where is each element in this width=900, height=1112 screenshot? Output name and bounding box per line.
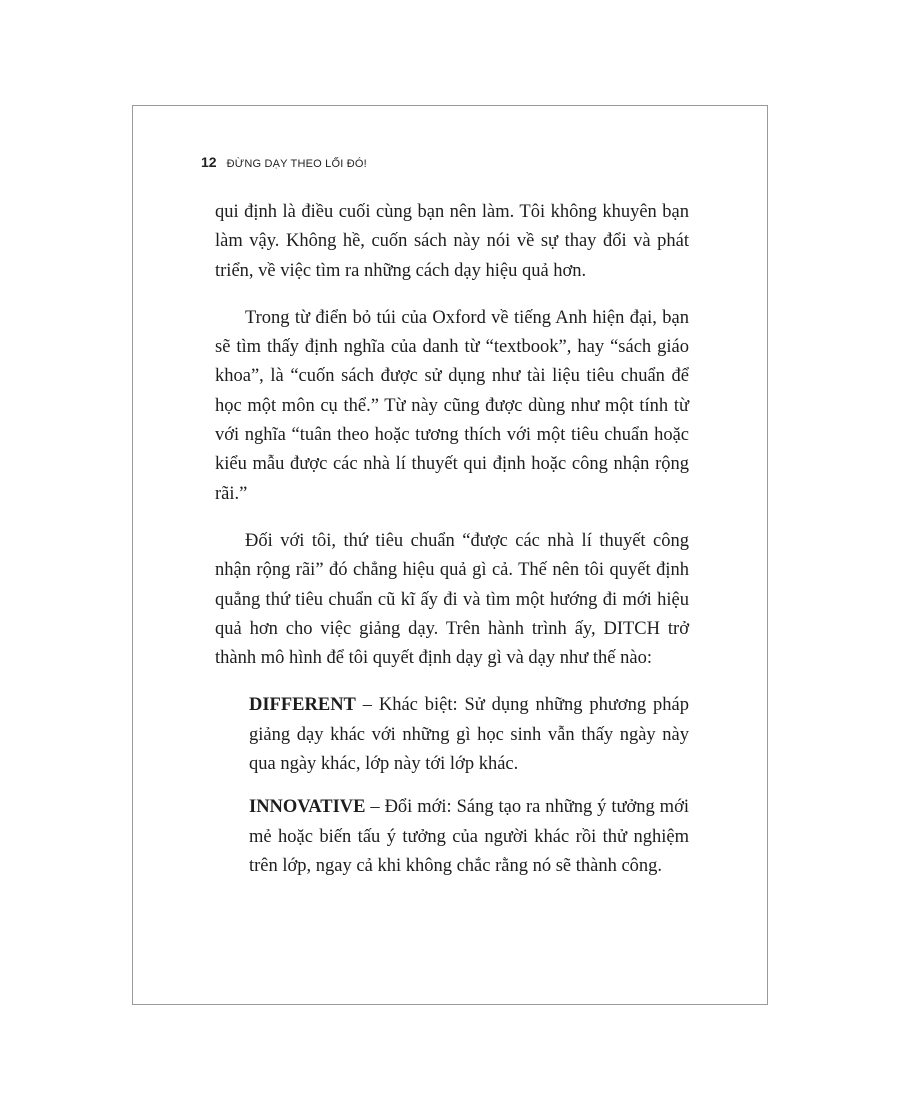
body-text xyxy=(215,198,689,895)
running-title: ĐỪNG DẠY THEO LỐI ĐÓ! xyxy=(226,158,367,170)
ditch-definition: – Khác biệt: Sử dụng những phương pháp giảng dạy khác với những gì học sinh vẫn thấy ngày này qua ngày khác, lớp này tới lớp khác. xyxy=(249,695,689,775)
paragraph: qui định là điều cuối cùng bạn nên làm. Tôi không khuyên bạn làm vậy. Không hề, cuốn sách này nói về sự thay đổi và phát triển, về việc tìm ra những cách dạy hiệu quả hơn. xyxy=(215,202,689,281)
ditch-item-innovative xyxy=(249,793,689,881)
paragraph: Trong từ điển bỏ túi của Oxford về tiếng Anh hiện đại, bạn sẽ tìm thấy định nghĩa của danh từ “textbook”, hay “sách giáo khoa”, là “cuốn sách được sử dụng như tài liệu tiêu chuẩn để học một môn cụ thể.” Từ này cũng được dùng như một tính từ với nghĩa “tuân theo hoặc tương thích với một tiêu chuẩn hoặc kiểu mẫu được các nhà lí thuyết qui định hoặc công nhận rộng rãi.” xyxy=(215,307,689,504)
ditch-definition: – Đổi mới: Sáng tạo ra những ý tưởng mới mẻ hoặc biến tấu ý tưởng của người khác rồi thử nghiệm trên lớp, ngay cả khi không chắc rằng nó sẽ thành công. xyxy=(249,797,689,876)
ditch-term: INNOVATIVE xyxy=(249,797,366,818)
ditch-term: DIFFERENT xyxy=(249,695,356,716)
paragraph: Đối với tôi, thứ tiêu chuẩn “được các nhà lí thuyết công nhận rộng rãi” đó chẳng hiệu quả gì cả. Thế nên tôi quyết định quẳng thứ tiêu chuẩn cũ kĩ ấy đi và tìm một hướng đi mới hiệu quả hơn cho việc giảng dạy. Trên hành trình ấy, DITCH trở thành mô hình để tôi quyết định dạy gì và dạy như thế nào: xyxy=(215,530,689,669)
book-page xyxy=(132,105,768,1005)
page-number: 12 xyxy=(201,154,217,170)
ditch-item-different xyxy=(249,691,689,779)
running-head xyxy=(201,154,367,170)
